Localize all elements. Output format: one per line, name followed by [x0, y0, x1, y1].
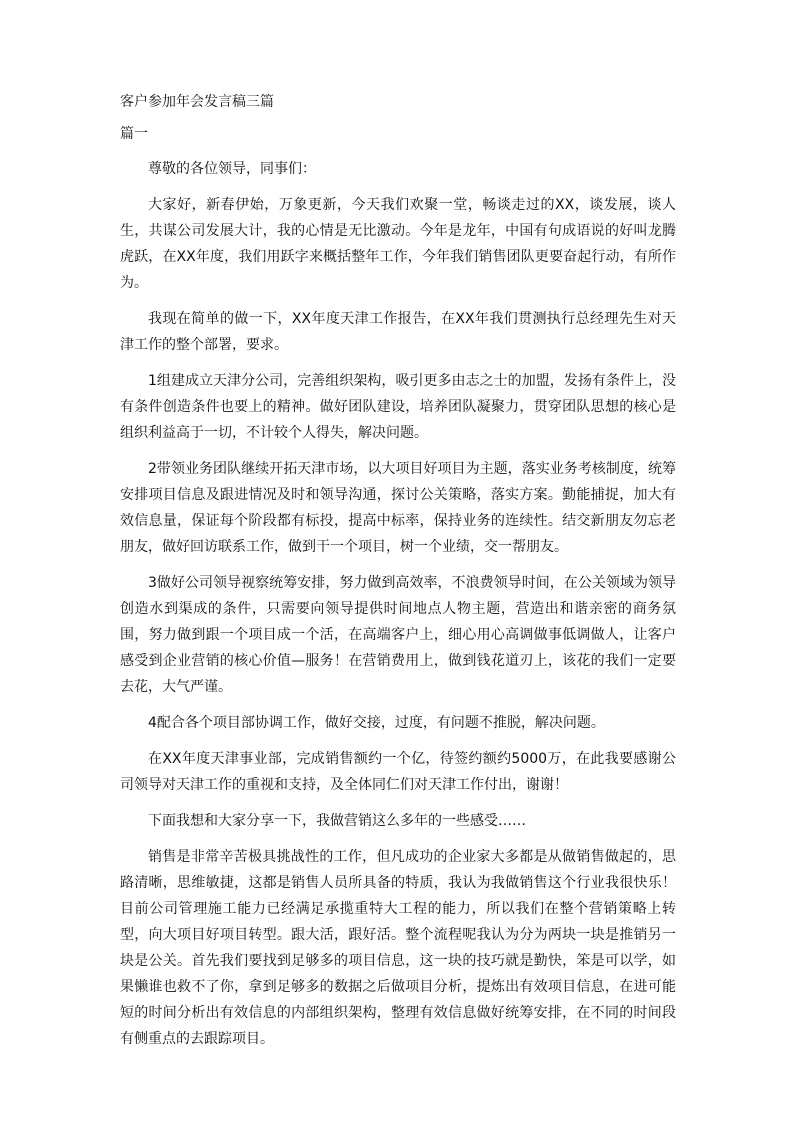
paragraph-report-intro: 我现在简单的做一下，XX年度天津工作报告，在XX年我们贯测执行总经理先生对天津工作的整个部署，要求。 — [120, 311, 676, 353]
salutation: 尊敬的各位领导，同事们： — [148, 161, 316, 177]
paragraph-item-4: 4配合各个项目部协调工作，做好交接，过度，有问题不推脱，解决问题。 — [148, 715, 605, 731]
section-label: 篇一 — [120, 126, 148, 142]
paragraph-item-2: 2带领业务团队继续开拓天津市场，以大项目好项目为主题，落实业务考核制度，统筹安排项目信息及跟进情况及时和领导沟通，探讨公关策略，落实方案。勤能捕捉，加大有效信息量，保证每个阶段都有标投，提高中标率，保持业务的连续性。结交新朋友勿忘老朋友，做好回访联系工作，做到干一个项目，树一个业绩，交一帮朋友。 — [120, 461, 676, 555]
document-page — [120, 92, 676, 1062]
document-title: 客户参加年会发言稿三篇 — [120, 94, 274, 110]
paragraph-sharing-intro: 下面我想和大家分享一下，我做营销这么多年的一些感受…… — [148, 813, 526, 829]
paragraph-sales-experience: 销售是非常辛苦极具挑战性的工作，但凡成功的企业家大多都是从做销售做起的，思路清晰，思维敏捷，这都是销售人员所具备的特质，我认为我做销售这个行业我很快乐！目前公司管理施工能力已经满足承揽重特大工程的能力，所以我们在整个营销策略上转型，向大项目好项目转型。跟大活，跟好活。整个流程呢我认为分为两块一块是推销另一块是公关。首先我们要找到足够多的项目信息，这一块的技巧就是勤快，笨是可以学，如果懒谁也救不了你，拿到足够多的数据之后做项目分析，提炼出有效项目信息，在进可能短的时间分析出有效信息的内部组织架构，整理有效信息做好统筹安排，在不同的时间段有侧重点的去跟踪项目。 — [120, 849, 676, 1047]
paragraph-opening: 大家好，新春伊始，万象更新，今天我们欢聚一堂，畅谈走过的XX，谈发展，谈人生，共谋公司发展大计，我的心情是无比激动。今年是龙年，中国有句成语说的好叫龙腾虎跃，在XX年度，我们用跃字来概括整年工作，今年我们销售团队更要奋起行动，有所作为。 — [120, 197, 676, 291]
paragraph-item-3: 3做好公司领导视察统筹安排，努力做到高效率，不浪费领导时间，在公关领域为领导创造水到渠成的条件，只需要向领导提供时间地点人物主题，营造出和谐亲密的商务氛围，努力做到跟一个项目成一个活，在高端客户上，细心用心高调做事低调做人，让客户感受到企业营销的核心价值—服务！在营销费用上，做到钱花道刃上，该花的我们一定要去花，大气严谨。 — [120, 575, 676, 695]
paragraph-item-1: 1组建成立天津分公司，完善组织架构，吸引更多由志之士的加盟，发扬有条件上，没有条件创造条件也要上的精神。做好团队建设，培养团队凝聚力，贯穿团队思想的核心是组织利益高于一切，不计较个人得失，解决问题。 — [120, 373, 676, 441]
paragraph-results: 在XX年度天津事业部，完成销售额约一个亿，待签约额约5000万，在此我要感谢公司领导对天津工作的重视和支持，及全体同仁们对天津工作付出，谢谢！ — [120, 751, 676, 793]
